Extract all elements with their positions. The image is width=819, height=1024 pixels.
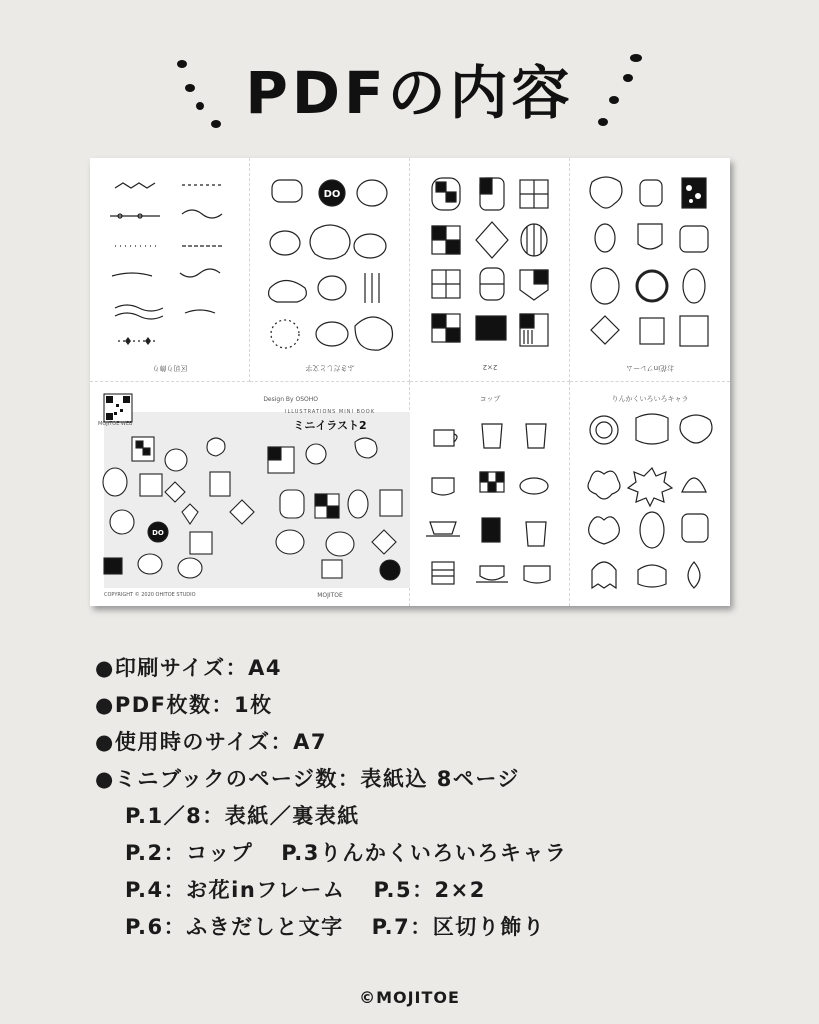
cover-design-credit: Design By OSOHO [263, 396, 318, 403]
caption-cups: コップ [479, 395, 501, 403]
copyright-footer: ©MOJITOE [359, 988, 460, 1007]
info-print-size: ●印刷サイズ：A4 [95, 656, 283, 680]
info-pages-4-5 [95, 872, 567, 909]
info-pages-2-3 [95, 835, 567, 872]
info-pdf-count: ●PDF枚数：1枚 [95, 693, 273, 717]
svg-text:DO: DO [152, 529, 164, 537]
svg-text:DO: DO [323, 189, 341, 200]
page-preview-dividers [90, 158, 250, 382]
info-page-6: P.6：ふきだしと文字 [125, 915, 344, 939]
pdf-preview-sheet [90, 158, 730, 606]
back-cover-copyright: COPYRIGHT © 2020 OHITOE STUDIO [104, 592, 196, 598]
divider-illustrations [90, 158, 250, 382]
flower-frame-illustrations [570, 158, 730, 382]
info-pages-6-7 [95, 909, 567, 946]
info-page-4: P.4：お花inフレーム [125, 878, 346, 902]
caption-dividers: 区切り飾り [152, 364, 188, 372]
info-page-5: P.5：2×2 [373, 878, 486, 902]
character-illustrations [570, 382, 730, 606]
cover-illustrations [90, 382, 410, 606]
info-page-3: P.3りんかくいろいろキャラ [281, 841, 568, 865]
speech-bubble-illustrations [250, 158, 410, 382]
caption-2x2: 2×2 [482, 363, 498, 371]
info-page-7: P.7：区切り飾り [371, 915, 546, 939]
info-page-2: P.2：コップ [125, 841, 254, 865]
info-use-size: ●使用時のサイズ：A7 [95, 730, 328, 754]
qr-code [104, 394, 132, 422]
caption-characters: りんかくいろいろキャラ [611, 395, 689, 403]
info-page-count: ●ミニブックのページ数：表紙込 8ページ [95, 767, 520, 791]
page-preview-cups [410, 382, 570, 606]
page-preview-speech-bubbles [250, 158, 410, 382]
page-preview-2x2 [410, 158, 570, 382]
page-preview-back-and-front-cover [90, 382, 410, 606]
title-area [0, 28, 819, 138]
cover-series-label: ILLUSTRATIONS MINI BOOK [284, 409, 376, 415]
qr-label: MOJITOE WEB [98, 421, 133, 427]
caption-flower-frames: お花inフレーム [625, 364, 675, 372]
page-title: PDFの内容 [245, 59, 574, 127]
page-preview-flower-frames [570, 158, 730, 382]
two-by-two-illustrations [410, 158, 570, 382]
info-page-1-8: P.1／8：表紙／裏表紙 [125, 804, 360, 828]
cup-illustrations [410, 382, 570, 606]
caption-speech-bubbles: ふきだしと文字 [305, 364, 355, 372]
cover-brand: MOJITOE [317, 592, 343, 599]
cover-title: ミニイラスト2 [293, 419, 367, 432]
page-preview-characters [570, 382, 730, 606]
pdf-info-list [95, 650, 567, 946]
